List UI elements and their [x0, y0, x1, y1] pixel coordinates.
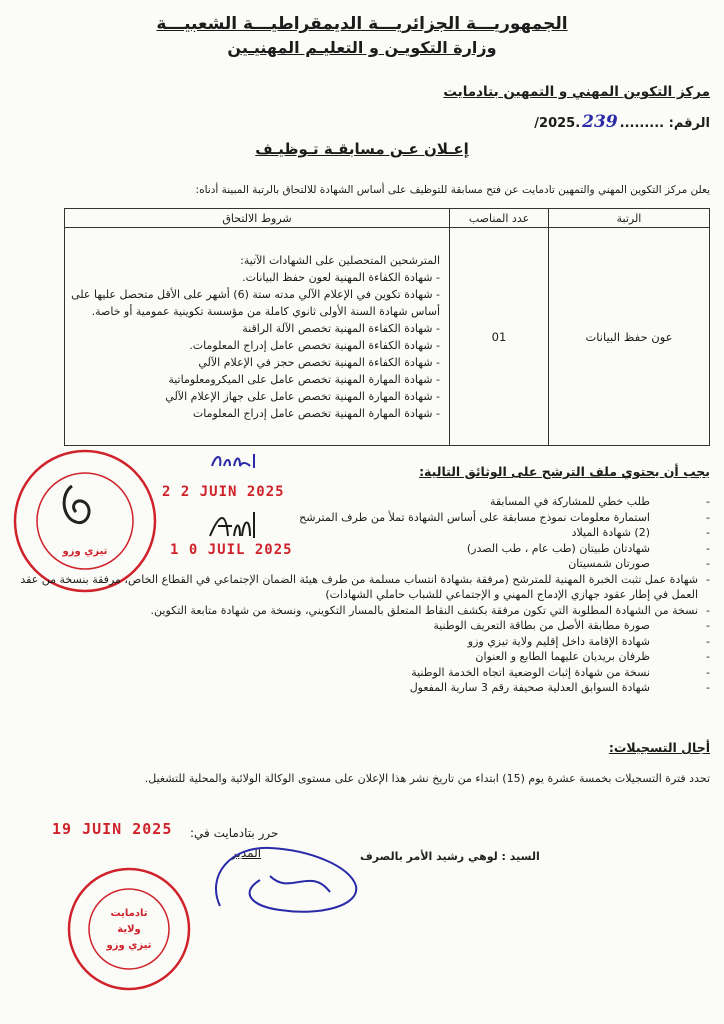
made-at-label: حرر بتادمايت في:	[190, 826, 279, 840]
document-item: - استمارة معلومات نموذج مسابقة على أساس الشهادة تملأ من طرف المترشح	[20, 510, 710, 526]
condition-item: - شهادة الكفاءة المهنية تخصص حجز في الإعلام الآلي	[198, 355, 440, 369]
documents-list	[20, 494, 710, 696]
reference-number: 239	[582, 112, 618, 132]
deadline-title: أجال التسجيلات:	[608, 740, 710, 755]
document-item: - نسخة من الشهادة المطلوبة التي تكون مرفقة بكشف النقاط المتعلق بالمسار التكويني، ونسخة من شهادة متابعة التكوين.	[20, 603, 710, 619]
document-item: - ظرفان بريديان عليهما الطابع و العنوان	[20, 649, 710, 665]
table-row	[65, 228, 710, 446]
document-item: - شهادة عمل تثبت الخبرة المهنية للمترشح (مرفقة بشهادة انتساب مسلمة من طرف هيئة الضمان الإجتماعي في القطاع الخاص، مرفقة بنسخة من عقد العمل في إطار عقود جهازي الإدماج المهني و الإجتماعي للشباب حاملي الشهادات)	[20, 572, 710, 603]
condition-item: - شهادة المهارة المهنية تخصص عامل على جهاز الإعلام الآلي	[165, 389, 440, 403]
seal-1-text: تيزي وزو	[62, 546, 108, 557]
reference-line: الرقم: .........239/2025.	[534, 112, 710, 132]
count-cell: 01	[450, 228, 549, 446]
seal-2-line-2: ولاية	[117, 924, 141, 935]
condition-item: - شهادة المهارة المهنية تخصص عامل على الميكرومعلوماتية	[168, 372, 440, 386]
seal-2-line-3: تيزي وزو	[106, 940, 152, 951]
condition-item: - شهادة تكوين في الإعلام الآلي مدته ستة (6) أشهر على الأقل متحصل عليها على أساس شهادة السنة الأولى ثانوي كاملة من مؤسسة تكوينية عمومية أو خاصة.	[71, 287, 440, 318]
header-rank: الرتبة	[549, 209, 710, 228]
deadline-text: تحدد فترة التسجيلات بخمسة عشرة يوم (15) ابتداء من تاريخ نشر هذا الإعلان على مستوى الوكالة الولائية والمحلية للتشغيل.	[144, 772, 710, 785]
handwritten-name: السيد : لوهي رشيد الأمر بالصرف	[360, 850, 540, 863]
ministry-header: وزارة التكويـن و التعليـم المهنيـين	[227, 38, 497, 57]
condition-item: - شهادة الكفاءة المهنية تخصص عامل إدراج المعلومات.	[189, 338, 440, 352]
document-item: - شهادة السوابق العدلية صحيفة رقم 3 سارية المفعول	[20, 680, 710, 696]
document-item: - نسخة من شهادة إثبات الوضعية اتجاه الخدمة الوطنية	[20, 665, 710, 681]
intro-text: يعلن مركز التكوين المهني والتمهين تادمايت عن فتح مسابقة للتوظيف على أساس الشهادة للالتحاق بالرتبة المبينة أدناه:	[195, 184, 710, 196]
header-conditions: شروط الالتحاق	[65, 209, 450, 228]
document-item: - طلب خطي للمشاركة في المسابقة	[20, 494, 710, 510]
condition-item: - شهادة الكفاءة المهنية تخصص الآلة الراقنة	[242, 321, 440, 335]
document-item: - صورتان شمسيتان	[20, 556, 710, 572]
rank-cell: عون حفظ البيانات	[549, 228, 710, 446]
initials-signature-1	[206, 448, 266, 474]
round-seal-2	[64, 864, 194, 994]
document-item: - (2) شهادة الميلاد	[20, 525, 710, 541]
reference-label: الرقم:	[668, 116, 710, 131]
document-item: - شهادتان طبيتان (طب عام ، طب الصدر)	[20, 541, 710, 557]
announcement-title: إعـلان عـن مسابقـة تـوظيـف	[255, 140, 469, 158]
date-stamp-2: 1 0 JUIL 2025	[170, 542, 293, 558]
director-signature	[200, 836, 540, 926]
center-name: مركز التكوين المهني و التمهين بتادمايت	[443, 84, 710, 100]
seal-2-line-1: تادمايت	[110, 908, 148, 919]
condition-item: - شهادة المهارة المهنية تخصص عامل إدراج المعلومات	[192, 406, 440, 420]
director-label: المدير	[230, 846, 262, 860]
conditions-list	[66, 246, 448, 428]
header-count: عدد المناصب	[450, 209, 549, 228]
condition-item: المترشحين المتحصلين على الشهادات الآتية:	[240, 253, 440, 267]
table-header-row	[65, 209, 710, 228]
date-stamp-3: 19 JUIN 2025	[52, 820, 173, 838]
document-item: - شهادة الإقامة داخل إقليم ولاية تيزي وزو	[20, 634, 710, 650]
condition-item: - شهادة الكفاءة المهنية لعون حفظ البيانات.	[242, 270, 440, 284]
date-stamp-1: 2 2 JUIN 2025	[162, 484, 285, 500]
document-item: - صورة مطابقة الأصل من بطاقة التعريف الوطنية	[20, 618, 710, 634]
requirements-title: يجب أن يحتوي ملف الترشح على الوثائق التالية:	[419, 464, 710, 479]
positions-table	[64, 208, 710, 446]
conditions-cell	[65, 228, 450, 446]
reference-suffix: /2025.	[534, 116, 581, 131]
republic-header: الجمهوريـــة الجزائريـــة الديمقراطيـــة الشعبيـــة	[156, 14, 568, 34]
